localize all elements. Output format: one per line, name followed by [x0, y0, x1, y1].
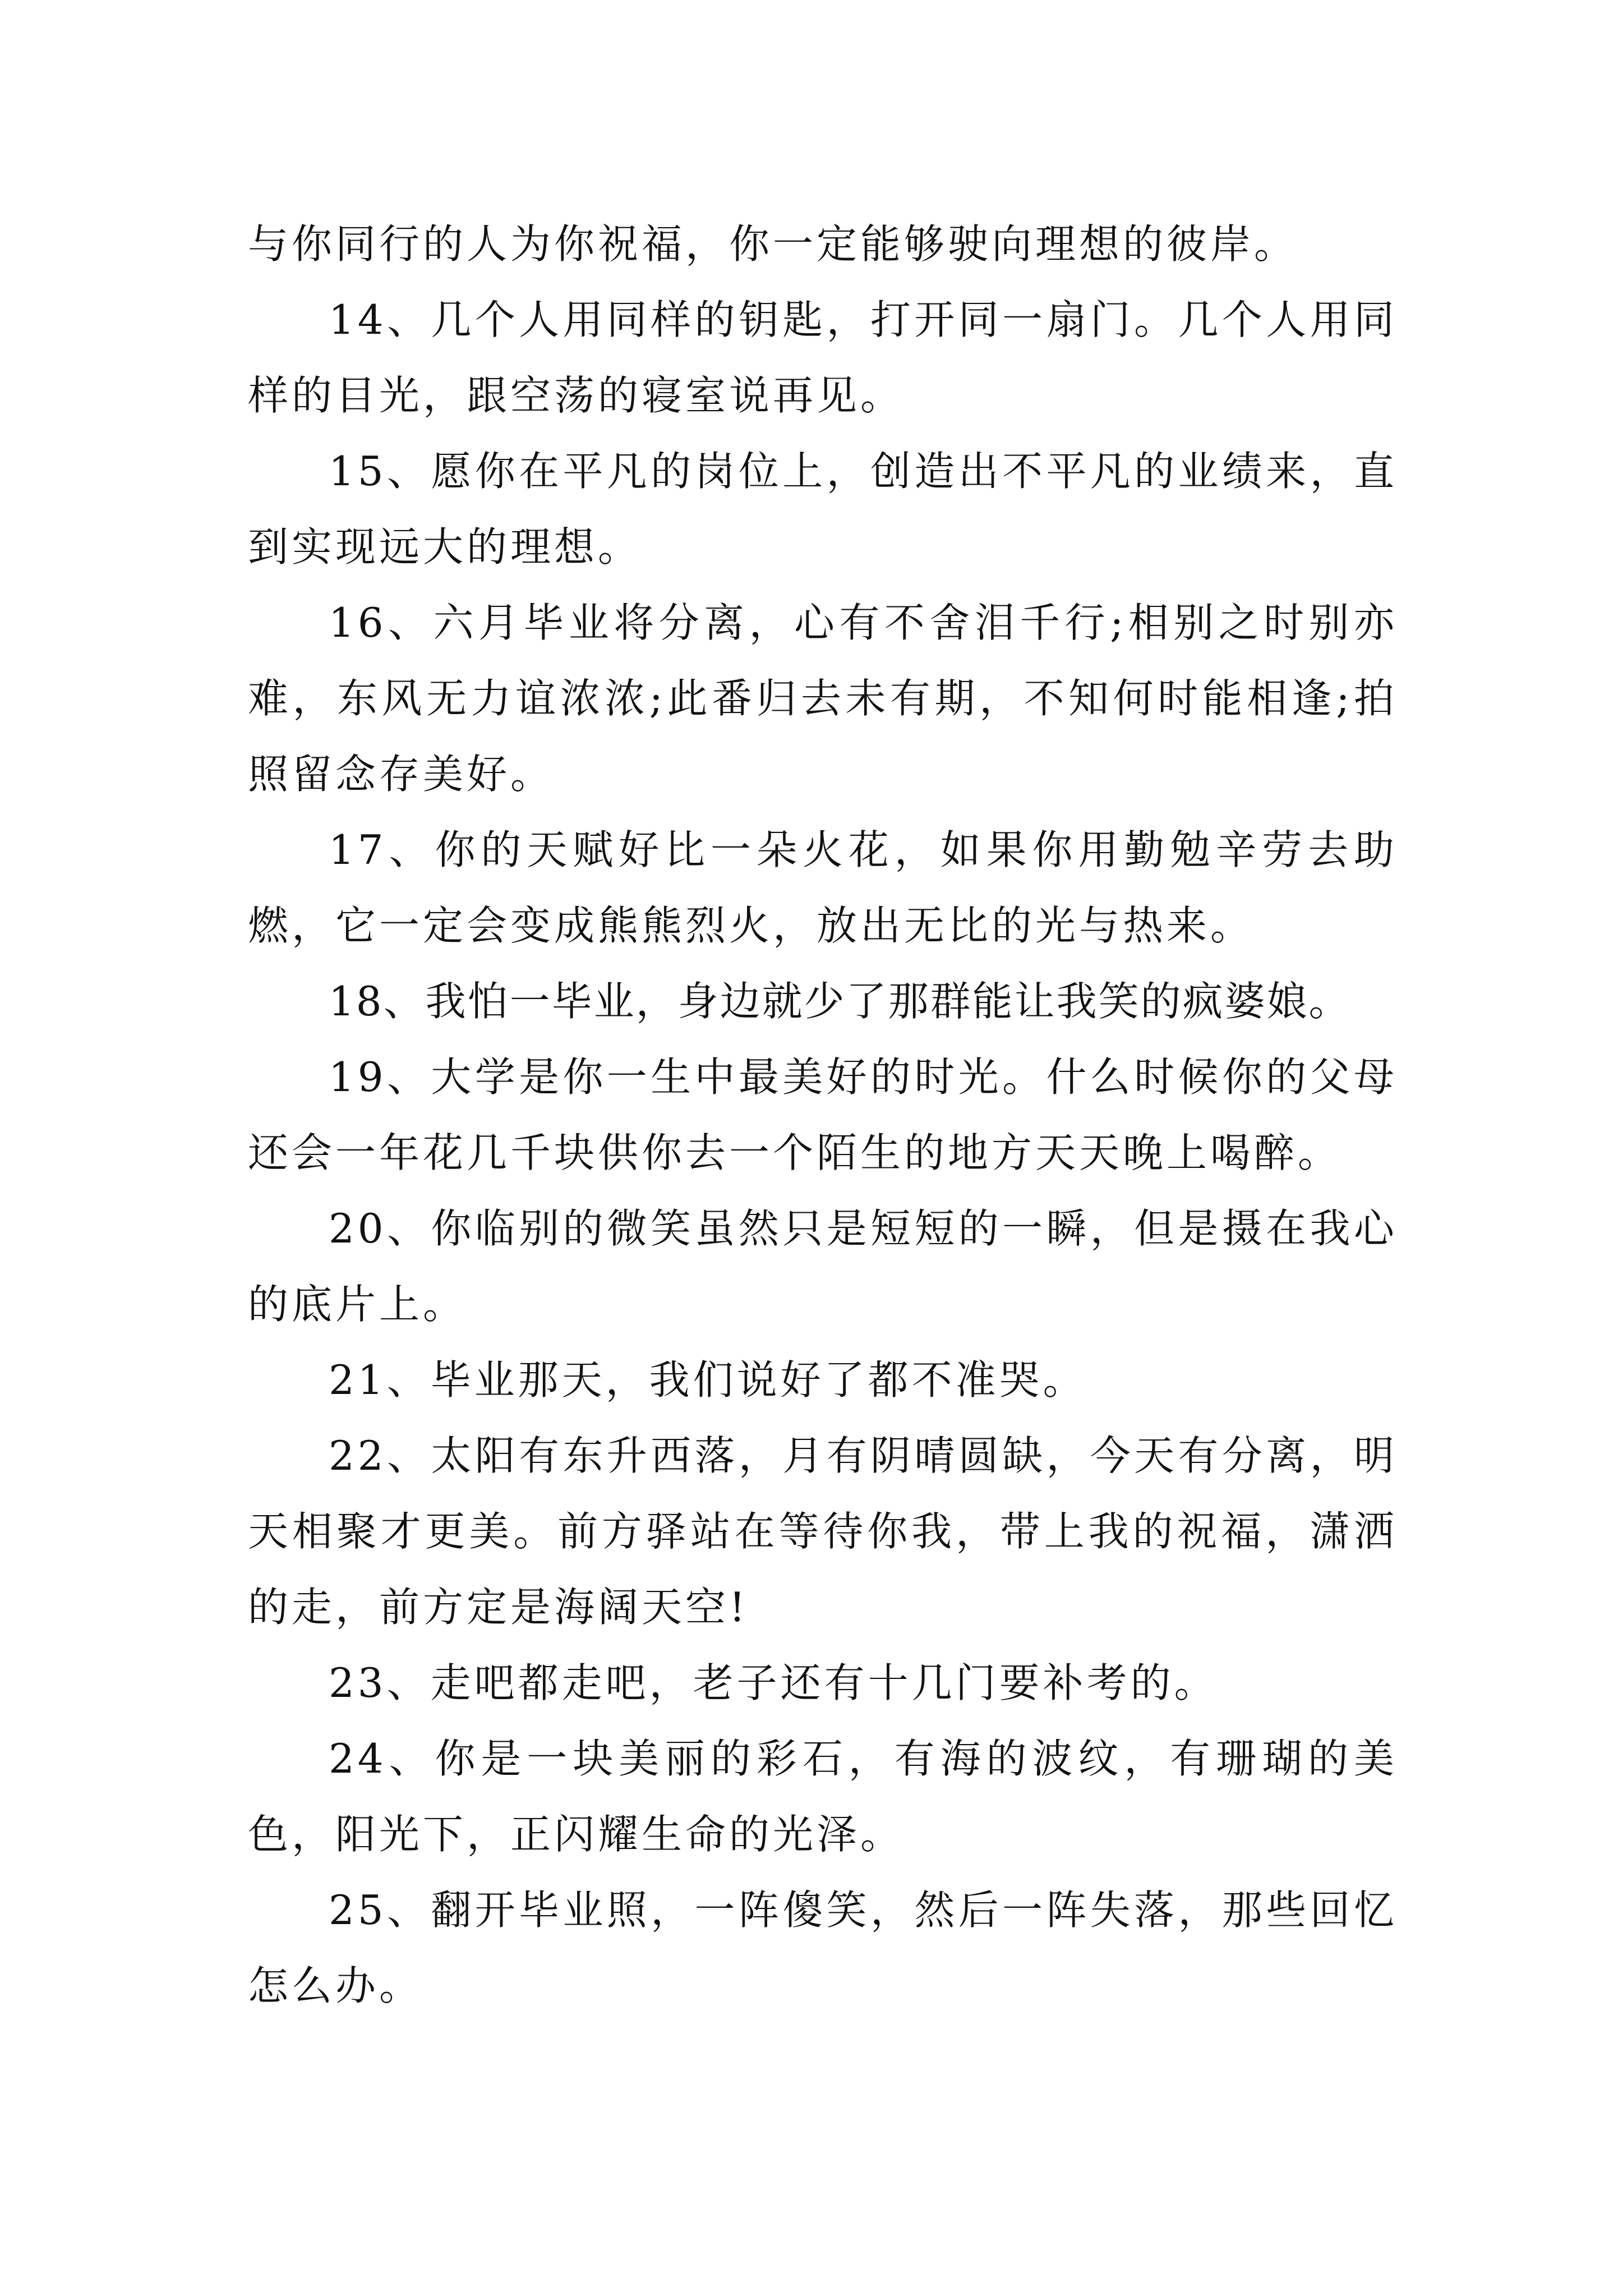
document-body — [248, 206, 1398, 2024]
paragraph-24: 24、你是一块美丽的彩石，有海的波纹，有珊瑚的美色，阳光下，正闪耀生命的光泽。 — [248, 1735, 1398, 1858]
paragraph-19: 19、大学是你一生中最美好的时光。什么时候你的父母还会一年花几千块供你去一个陌生的地方天天晚上喝醉。 — [248, 1053, 1398, 1176]
paragraph-17: 17、你的天赋好比一朵火花，如果你用勤勉辛劳去助燃，它一定会变成熊熊烈火，放出无比的光与热来。 — [248, 826, 1398, 949]
paragraph-21: 21、毕业那天，我们说好了都不准哭。 — [329, 1356, 1087, 1404]
paragraph-13-continued: 与你同行的人为你祝福，你一定能够驶向理想的彼岸。 — [248, 220, 1298, 268]
paragraph-18: 18、我怕一毕业，身边就少了那群能让我笑的疯婆娘。 — [329, 978, 1351, 1025]
paragraph-16: 16、六月毕业将分离，心有不舍泪千行;相别之时别亦难，东风无力谊浓浓;此番归去未有期，不知何时能相逢;拍照留念存美好。 — [248, 599, 1398, 798]
paragraph-20: 20、你临别的微笑虽然只是短短的一瞬，但是摄在我心的底片上。 — [248, 1205, 1398, 1328]
paragraph-23: 23、走吧都走吧，老子还有十几门要补考的。 — [329, 1659, 1218, 1706]
paragraph-14: 14、几个人用同样的钥匙，打开同一扇门。几个人用同样的目光，跟空荡的寝室说再见。 — [248, 296, 1398, 419]
paragraph-25: 25、翻开毕业照，一阵傻笑，然后一阵失落，那些回忆怎么办。 — [248, 1887, 1398, 2009]
paragraph-22: 22、太阳有东升西落，月有阴晴圆缺，今天有分离，明天相聚才更美。前方驿站在等待你我，带上我的祝福，潇洒的走，前方定是海阔天空! — [248, 1432, 1398, 1631]
paragraph-15: 15、愿你在平凡的岗位上，创造出不平凡的业绩来，直到实现远大的理想。 — [248, 448, 1398, 570]
